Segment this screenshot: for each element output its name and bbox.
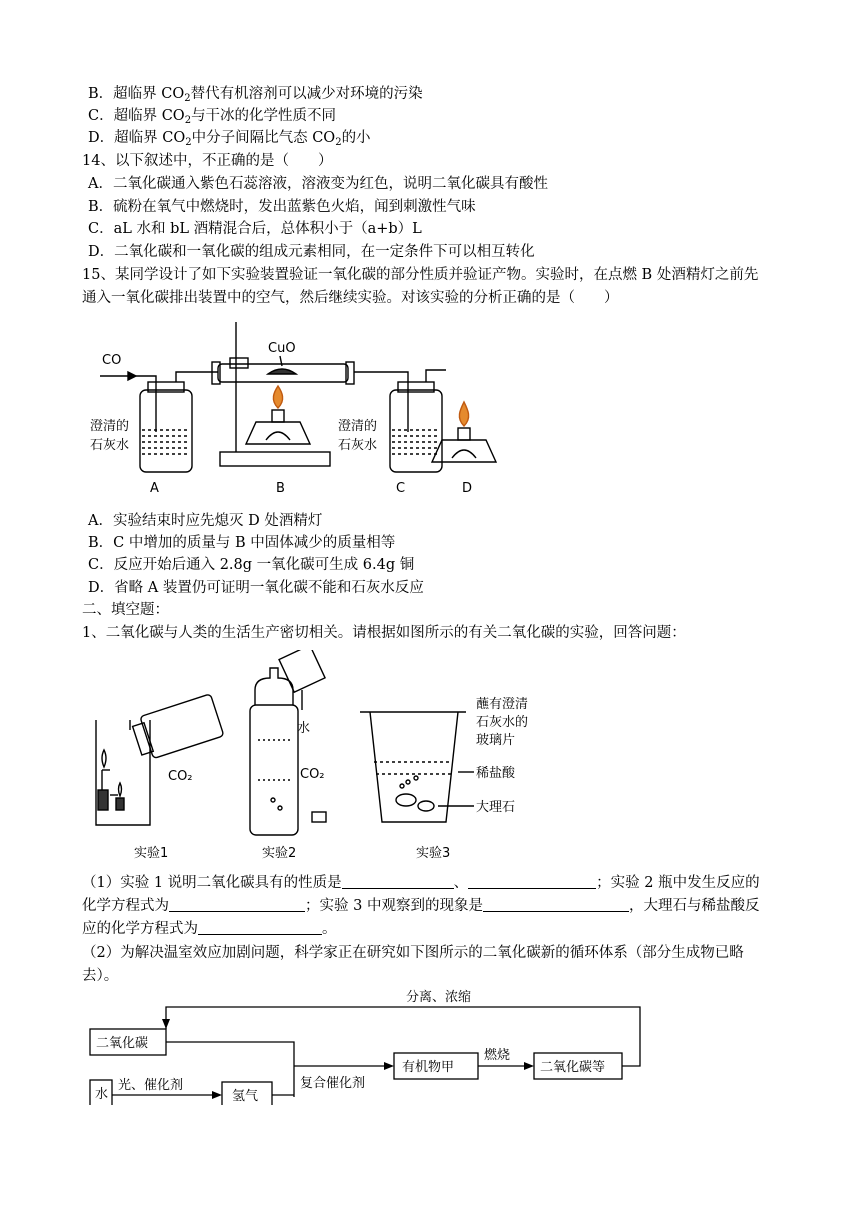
cuo-label: CuO [268,341,296,356]
acid-label: 稀盐酸 [476,766,516,781]
flow-light-catalyst-label: 光、催化剂 [118,1078,184,1093]
flow-separate-label: 分离、浓缩 [406,990,472,1005]
glass-label-line2: 石灰水的 [476,715,529,730]
exp3-caption: 实验3 [416,846,451,861]
marble-label: 大理石 [476,800,516,815]
q15-option-d: D．省略 A 装置仍可证明一氧化碳不能和石灰水反应 [88,580,424,596]
q15-option-b: B．C 中增加的质量与 B 中固体减少的质量相等 [88,535,396,551]
fill-q1-part1-line2: 化学方程式为 ；实验 3 中观察到的现象是 ，大理石与稀盐酸反 [82,898,760,914]
fill-q1-part2-line1: （2）为解决温室效应加剧问题，科学家正在研究如下图所示的二氧化碳新的循环体系（部分生成物已略 [82,945,744,961]
q14-option-c: C．aL 水和 bL 酒精混合后，总体积小于（a+b）L [88,221,422,237]
q15-stem-line2: 通入一氧化碳排出装置中的空气，然后继续实验。对该实验的分析正确的是（ ） [82,290,619,306]
section-heading: 二、填空题： [82,602,169,618]
q15-stem-line1: 15、某同学设计了如下实验装置验证一氧化碳的部分性质并验证产物。实验时，在点燃 B 处酒精灯之前先 [82,267,759,283]
exp2-water-label: 水 [297,721,311,736]
label-c: C [396,481,406,496]
q13-option-d: D．超临界 $CO_2$中分子间隔比气态 $CO_2$的小 [88,130,371,148]
flow-co2-box: 二氧化碳 [96,1036,149,1051]
label-b: B [276,481,285,496]
limewater-c-line2: 石灰水 [338,438,378,453]
label-a: A [150,481,159,496]
q15-option-c: C．反应开始后通入 2.8g 一氧化碳可生成 6.4g 铜 [88,557,415,573]
exp2-caption: 实验2 [262,846,297,861]
fill-q1-stem: 1、二氧化碳与人类的生活生产密切相关。请根据如图所示的有关二氧化碳的实验，回答问题： [82,625,686,641]
exp1-caption: 实验1 [134,846,169,861]
answer-blank-4[interactable] [483,897,629,912]
co2-cycle-diagram [88,985,648,1105]
flow-organic-box: 有机物甲 [402,1060,455,1075]
co2-experiments-figure [90,650,570,865]
answer-blank-5[interactable] [198,920,322,935]
limewater-a-line2: 石灰水 [90,438,130,453]
exp1-co2-label: CO₂ [168,769,193,784]
flow-h2-box: 氢气 [232,1089,259,1104]
flow-composite-catalyst-label: 复合催化剂 [300,1076,366,1091]
flow-water-box: 水 [95,1087,109,1102]
q15-option-a: A．实验结束时应先熄灭 D 处酒精灯 [88,513,323,529]
q14-option-b: B．硫粉在氧气中燃烧时，发出蓝紫色火焰，闻到刺激性气味 [88,199,476,215]
q13-option-c: C．超临界 $CO_2$与干冰的化学性质不同 [88,108,337,126]
limewater-c-line1: 澄清的 [338,419,378,434]
flow-co2etc-box: 二氧化碳等 [540,1060,606,1075]
answer-blank-2[interactable] [468,874,596,889]
co-label: CO [102,353,122,368]
q14-option-d: D．二氧化碳和一氧化碳的组成元素相同，在一定条件下可以相互转化 [88,244,535,260]
label-d: D [462,481,473,496]
q15-apparatus-figure [90,312,500,502]
answer-blank-1[interactable] [342,874,454,889]
glass-label-line1: 蘸有澄清 [476,697,529,712]
q14-option-a: A．二氧化碳通入紫色石蕊溶液，溶液变为红色，说明二氧化碳具有酸性 [88,176,548,192]
flow-burn-label: 燃烧 [484,1048,511,1063]
exp2-co2-label: CO₂ [300,767,325,782]
glass-label-line3: 玻璃片 [476,733,516,748]
fill-q1-part1-line3: 应的化学方程式为 。 [82,921,337,937]
fill-q1-part1-line1: （1）实验 1 说明二氧化碳具有的性质是 、 ；实验 2 瓶中发生反应的 [82,875,760,891]
q13-option-b: B．超临界 $CO_2$替代有机溶剂可以减少对环境的污染 [88,86,423,104]
q14-stem: 14、以下叙述中，不正确的是（ ） [82,153,333,169]
fill-q1-part2-line2: 去）。 [82,968,119,984]
answer-blank-3[interactable] [169,897,305,912]
limewater-a-line1: 澄清的 [90,419,130,434]
